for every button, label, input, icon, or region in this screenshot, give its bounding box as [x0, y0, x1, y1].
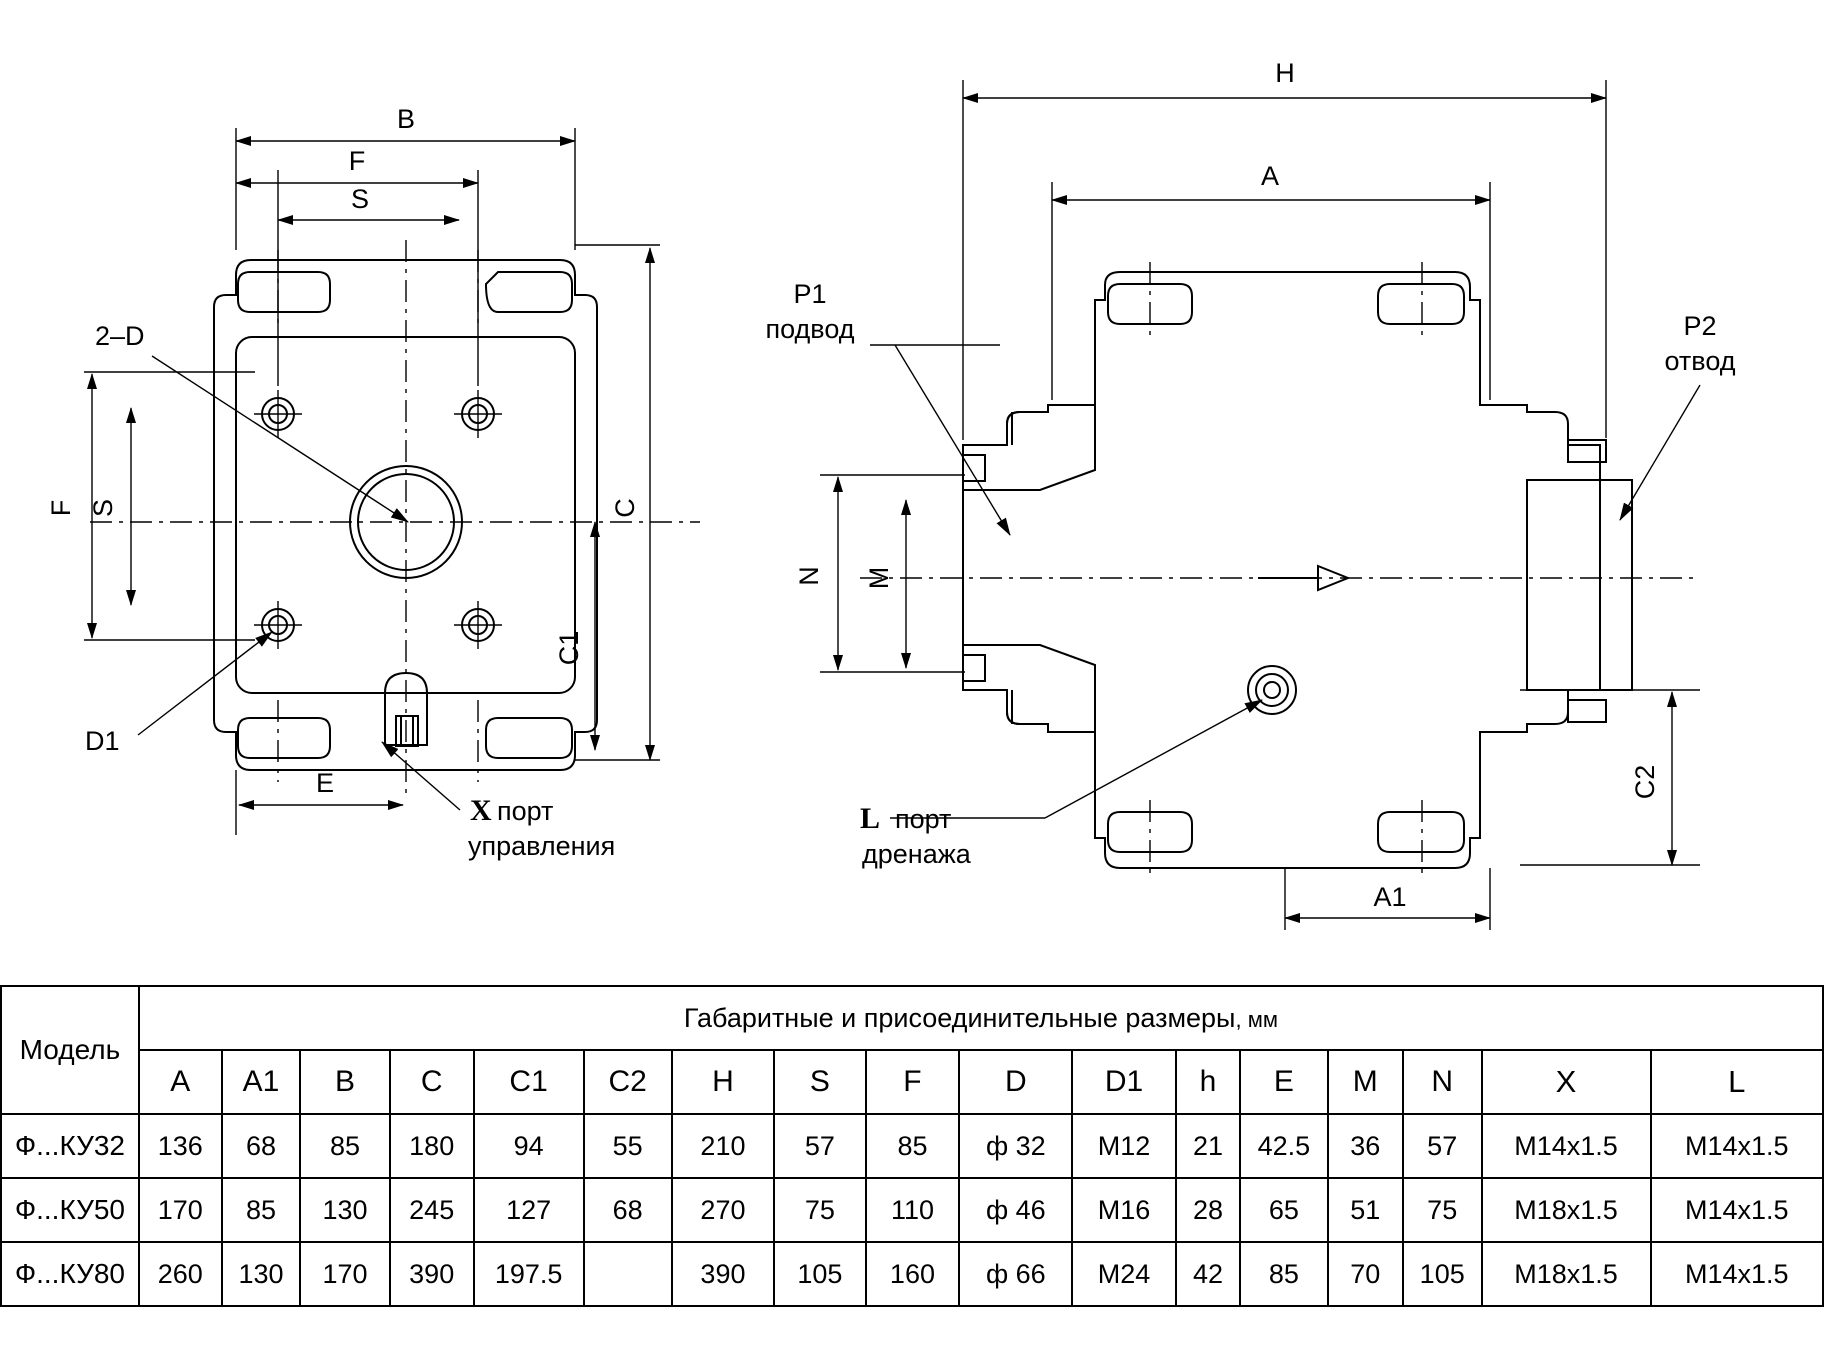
callout-p1 [765, 279, 1010, 535]
cell-2-d1: М16 [1072, 1178, 1175, 1242]
cell-1-l: М14х1.5 [1651, 1114, 1823, 1178]
dim-a1 [1285, 868, 1490, 930]
cell-1-m: 36 [1328, 1114, 1403, 1178]
cell-1-h: 210 [672, 1114, 774, 1178]
dim-label-m: M [864, 566, 894, 590]
col-head-h-small: h [1176, 1050, 1241, 1114]
dim-label-b: B [396, 104, 416, 134]
cell-1-s: 57 [774, 1114, 866, 1178]
col-head-a1: A1 [222, 1050, 301, 1114]
dim-h [963, 58, 1606, 440]
cell-2-d: ф 46 [959, 1178, 1072, 1242]
col-head-a: A [139, 1050, 222, 1114]
cell-1-c1: 94 [474, 1114, 584, 1178]
cell-3-l: М14х1.5 [1651, 1242, 1823, 1306]
cell-2-l: М14х1.5 [1651, 1178, 1823, 1242]
cell-1-c: 180 [390, 1114, 474, 1178]
cell-1-a: 136 [139, 1114, 222, 1178]
cell-3-b: 170 [300, 1242, 389, 1306]
dim-s-top [278, 184, 459, 220]
callout-label-2d: 2–D [95, 321, 145, 351]
table-header-row-title [1, 986, 1823, 1050]
col-head-l: L [1651, 1050, 1823, 1114]
table-header-model: Модель [1, 986, 139, 1114]
dim-f-left [46, 372, 255, 640]
cell-2-c2: 68 [584, 1178, 672, 1242]
cell-1-d: ф 32 [959, 1114, 1072, 1178]
callout-label-p2-outlet: отвод [1664, 346, 1736, 376]
cell-3-c1: 197.5 [474, 1242, 584, 1306]
cell-2-c1: 127 [474, 1178, 584, 1242]
dim-label-s-left: S [88, 498, 118, 518]
dim-label-c2: C2 [1630, 764, 1660, 800]
cell-3-x: М18х1.5 [1482, 1242, 1651, 1306]
dim-f-top [236, 146, 478, 386]
cell-1-b: 85 [300, 1114, 389, 1178]
col-head-d: D [959, 1050, 1072, 1114]
dim-label-n: N [794, 566, 824, 586]
dim-m [864, 500, 906, 668]
col-head-b: B [300, 1050, 389, 1114]
dim-c [575, 245, 660, 760]
callout-label-l-port: порт [895, 804, 952, 834]
row-model-1: Ф...КУ32 [1, 1114, 139, 1178]
cell-2-a: 170 [139, 1178, 222, 1242]
table-title-unit: , мм [1235, 1006, 1278, 1032]
callout-label-d1: D1 [85, 726, 120, 756]
cell-2-h-small: 28 [1176, 1178, 1241, 1242]
cell-2-n: 75 [1403, 1178, 1482, 1242]
row-model-2: Ф...КУ50 [1, 1178, 139, 1242]
table-row [1, 1178, 1823, 1242]
cell-3-f: 160 [866, 1242, 960, 1306]
dim-label-c: C [610, 498, 640, 518]
col-head-e: E [1240, 1050, 1327, 1114]
col-head-c1: C1 [474, 1050, 584, 1114]
cell-2-m: 51 [1328, 1178, 1403, 1242]
cell-2-x: М18х1.5 [1482, 1178, 1651, 1242]
drain-port [1248, 666, 1296, 714]
cell-3-c: 390 [390, 1242, 474, 1306]
table-title-text: Габаритные и присоединительные размеры [683, 1002, 1236, 1033]
dim-a [1052, 161, 1490, 400]
cell-1-d1: М12 [1072, 1114, 1175, 1178]
left-view [46, 104, 700, 861]
cell-3-c2 [584, 1242, 672, 1306]
cell-3-n: 105 [1403, 1242, 1482, 1306]
cell-2-c: 245 [390, 1178, 474, 1242]
dim-e [236, 768, 403, 835]
col-head-c2: C2 [584, 1050, 672, 1114]
dim-label-a1: A1 [1373, 882, 1407, 912]
dim-b [236, 104, 575, 250]
cell-1-c2: 55 [584, 1114, 672, 1178]
cell-3-h: 390 [672, 1242, 774, 1306]
table-title-cell [139, 986, 1823, 1050]
cell-1-h-small: 21 [1176, 1114, 1241, 1178]
cell-1-x: М14х1.5 [1482, 1114, 1651, 1178]
cell-2-f: 110 [866, 1178, 960, 1242]
col-head-s: S [774, 1050, 866, 1114]
dim-label-f-left: F [46, 499, 76, 517]
callout-label-l-drain: дренажа [862, 839, 971, 869]
dim-label-s-top: S [350, 184, 370, 214]
col-head-d1: D1 [1072, 1050, 1175, 1114]
col-head-f: F [866, 1050, 960, 1114]
cell-3-m: 70 [1328, 1242, 1403, 1306]
table-row [1, 1114, 1823, 1178]
callout-label-p1-inlet: подвод [765, 314, 855, 344]
cell-3-a: 260 [139, 1242, 222, 1306]
callout-p2 [1620, 311, 1736, 520]
callout-label-x-port: порт [497, 796, 554, 826]
outlet-flange [1527, 440, 1632, 722]
callout-label-p1: P1 [793, 279, 827, 309]
dim-s-left [88, 408, 131, 605]
dim-label-e: E [315, 768, 335, 798]
cell-1-f: 85 [866, 1114, 960, 1178]
cell-1-e: 42.5 [1240, 1114, 1327, 1178]
dim-label-c1: C1 [554, 630, 584, 666]
cell-2-s: 75 [774, 1178, 866, 1242]
inlet-flange [963, 405, 1095, 732]
dim-label-h: H [1275, 58, 1295, 88]
table-header-row-columns [1, 1050, 1823, 1114]
table-row [1, 1242, 1823, 1306]
cell-2-b: 130 [300, 1178, 389, 1242]
col-head-n: N [1403, 1050, 1482, 1114]
dimensions-table [0, 985, 1824, 1307]
col-head-h: H [672, 1050, 774, 1114]
callout-label-x-control: управления [468, 831, 616, 861]
dim-label-a: A [1260, 161, 1280, 191]
dim-c2 [1520, 690, 1700, 865]
right-view [765, 58, 1735, 930]
cell-1-a1: 68 [222, 1114, 301, 1178]
cell-3-a1: 130 [222, 1242, 301, 1306]
cell-2-h: 270 [672, 1178, 774, 1242]
dim-label-f-top: F [348, 146, 366, 176]
col-head-c: C [390, 1050, 474, 1114]
callout-d1 [85, 632, 272, 756]
callout-label-l: L [859, 802, 880, 835]
callout-label-p2: P2 [1683, 311, 1717, 341]
cell-3-d: ф 66 [959, 1242, 1072, 1306]
cell-2-e: 65 [1240, 1178, 1327, 1242]
col-head-m: M [1328, 1050, 1403, 1114]
callout-l-port [860, 700, 1262, 869]
cell-3-e: 85 [1240, 1242, 1327, 1306]
callout-2d [95, 321, 408, 522]
row-model-3: Ф...КУ80 [1, 1242, 139, 1306]
col-head-x: X [1482, 1050, 1651, 1114]
cell-3-s: 105 [774, 1242, 866, 1306]
callout-label-x: X [470, 794, 492, 827]
cell-3-d1: М24 [1072, 1242, 1175, 1306]
cell-2-a1: 85 [222, 1178, 301, 1242]
cell-3-h-small: 42 [1176, 1242, 1241, 1306]
cell-1-n: 57 [1403, 1114, 1482, 1178]
